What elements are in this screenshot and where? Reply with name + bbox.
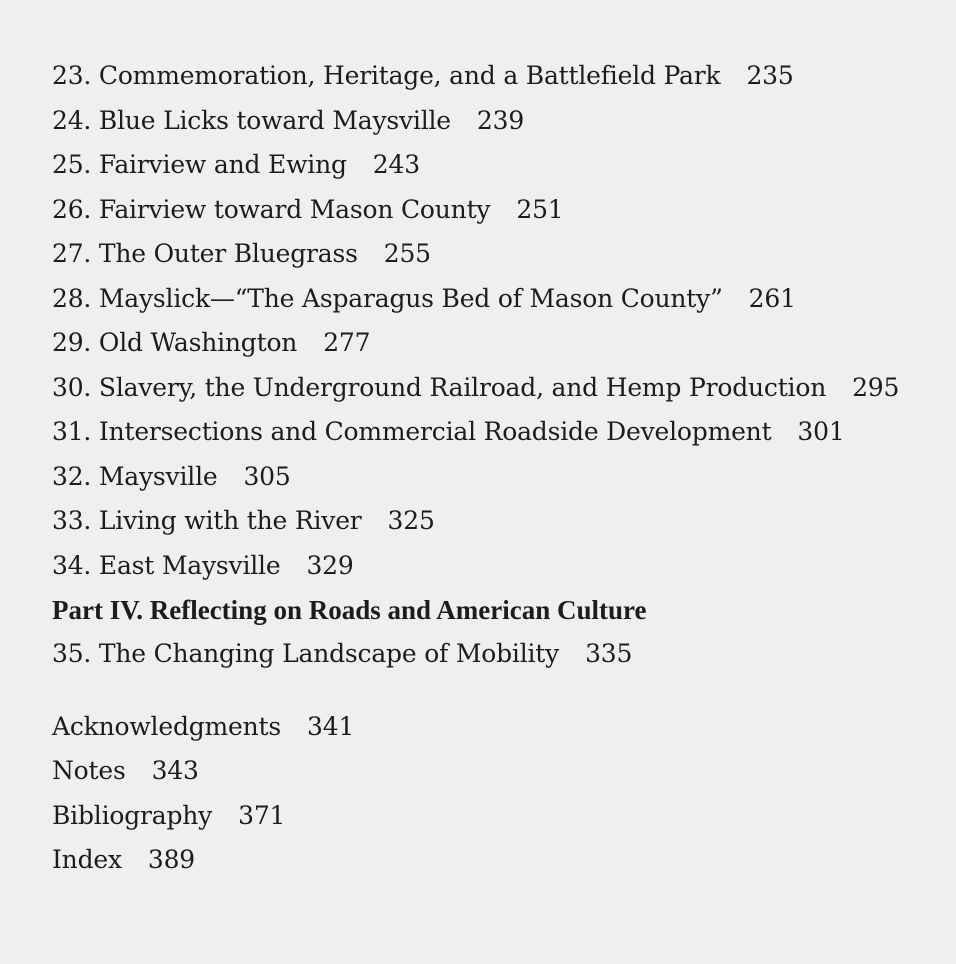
toc-entry-title: Notes	[52, 756, 126, 785]
toc-entry-title: 23. Commemoration, Heritage, and a Battlefield Park	[52, 61, 721, 90]
toc-entry-title: 31. Intersections and Commercial Roadside Development	[52, 417, 772, 446]
toc-entry-page-number: 325	[387, 506, 435, 535]
toc-entry	[52, 143, 899, 188]
table-of-contents	[52, 54, 899, 883]
toc-entry	[52, 838, 899, 883]
toc-entry	[52, 99, 899, 144]
toc-entry	[52, 499, 899, 544]
section-gap	[52, 677, 899, 705]
toc-entry-page-number: 305	[243, 461, 291, 491]
toc-entry-title: 30. Slavery, the Underground Railroad, and Hemp Production	[52, 372, 827, 402]
toc-entry-title: 25. Fairview and Ewing	[52, 150, 347, 179]
toc-entry-page-number: 277	[323, 328, 371, 357]
toc-entry	[52, 277, 899, 322]
toc-entry-page-number: 239	[476, 105, 525, 135]
toc-entry-page-number: 389	[147, 845, 195, 874]
toc-entry	[52, 54, 899, 99]
part-4-entries	[52, 632, 899, 677]
toc-entry-title: Acknowledgments	[52, 711, 282, 741]
toc-entry	[52, 366, 899, 411]
toc-entry-title: 28. Mayslick—“The Asparagus Bed of Mason County”	[52, 283, 723, 313]
toc-entry	[52, 749, 899, 794]
toc-entry-page-number: 343	[151, 756, 199, 785]
toc-entry-page-number: 301	[797, 417, 845, 446]
toc-entry-title: 26. Fairview toward Mason County	[52, 194, 491, 224]
toc-entry	[52, 794, 899, 839]
toc-entry-page-number: 341	[307, 711, 355, 741]
toc-entry-title: Index	[52, 845, 122, 874]
toc-entry	[52, 410, 899, 455]
toc-entry-title: 27. The Outer Bluegrass	[52, 239, 358, 268]
toc-entry-title: 35. The Changing Landscape of Mobility	[52, 639, 560, 668]
toc-entry-title: Bibliography	[52, 800, 213, 830]
toc-entry-page-number: 243	[372, 150, 420, 179]
toc-entry-page-number: 251	[516, 194, 564, 224]
toc-entry-page-number: 295	[852, 372, 900, 402]
toc-entry-page-number: 335	[585, 639, 633, 668]
toc-entry	[52, 232, 899, 277]
toc-entry-title: 33. Living with the River	[52, 506, 362, 535]
part-3-entries	[52, 54, 899, 588]
toc-entry	[52, 705, 899, 750]
toc-entry	[52, 632, 899, 677]
part-heading: Part IV. Reflecting on Roads and American Culture	[52, 595, 647, 625]
toc-entry	[52, 321, 899, 366]
toc-entry-page-number: 371	[238, 800, 286, 830]
toc-entry-title: 29. Old Washington	[52, 328, 298, 357]
toc-entry	[52, 188, 899, 233]
toc-entry-page-number: 235	[746, 61, 794, 90]
toc-entry-title: 32. Maysville	[52, 461, 218, 491]
back-matter-entries	[52, 705, 899, 883]
toc-entry	[52, 455, 899, 500]
toc-entry-page-number: 329	[306, 550, 354, 580]
toc-entry-page-number: 261	[748, 283, 796, 313]
toc-entry	[52, 544, 899, 589]
toc-entry-title: 24. Blue Licks toward Maysville	[52, 105, 451, 135]
toc-entry-title: 34. East Maysville	[52, 550, 281, 580]
toc-entry-page-number: 255	[383, 239, 431, 268]
